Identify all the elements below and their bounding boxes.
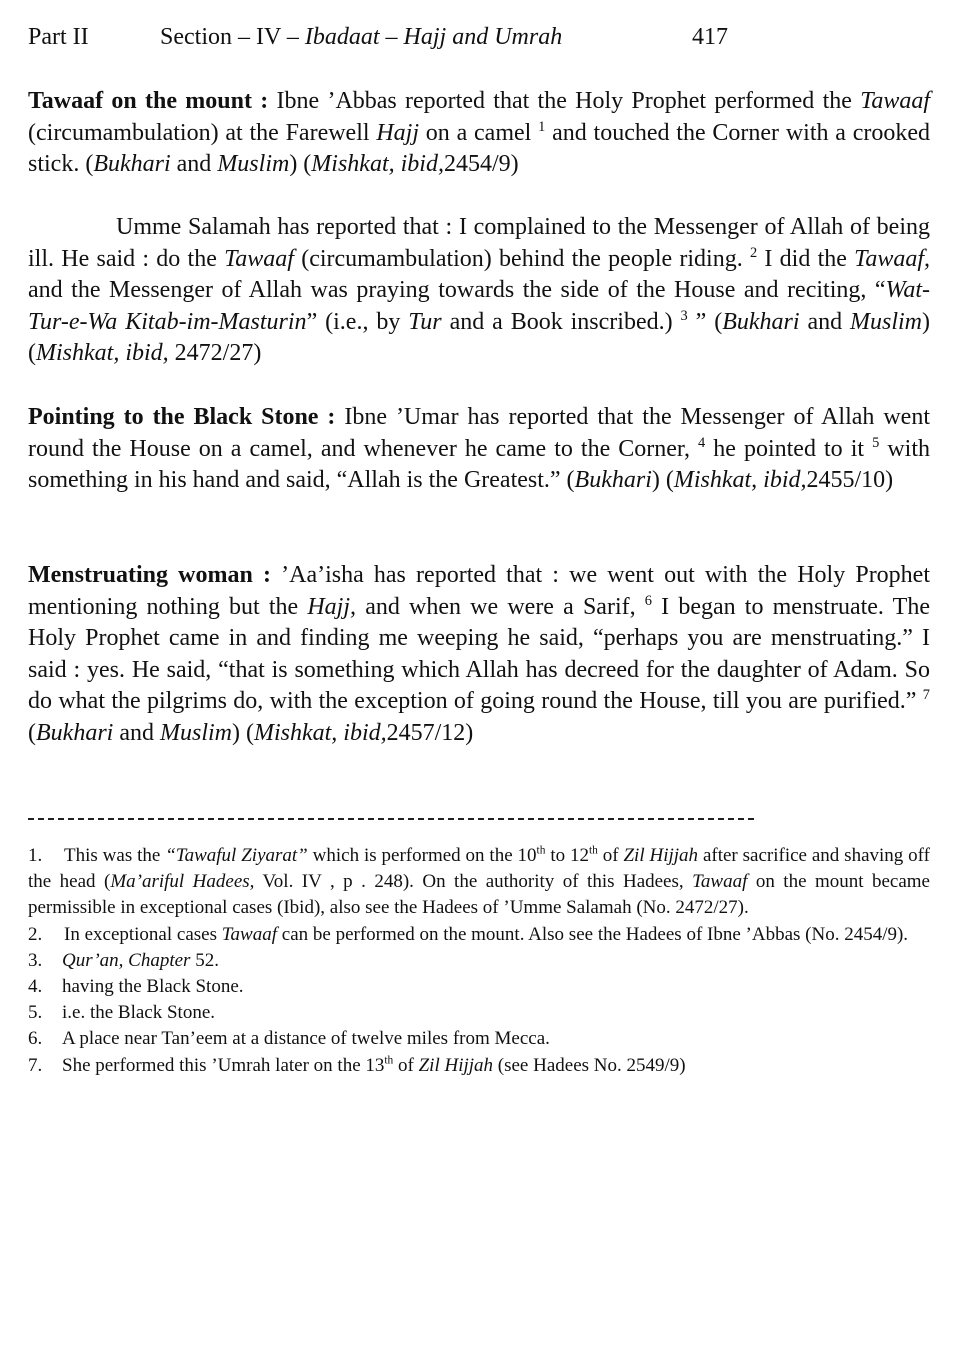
footnote-number: 3. [28,949,43,971]
footnote-number: 7. [28,1054,43,1076]
footnote-number: 4. [28,976,43,998]
italic-term: Mishkat, ibid, [36,340,169,366]
italic-term: Mishkat, ibid, [673,467,807,493]
text-run: (circumambulation) at the Farewell [28,119,377,146]
text-run: ) ( [28,308,931,366]
italic-term: Bukhari [722,308,800,335]
text-run: ) ( [651,467,674,493]
italic-term: Bukhari [574,467,652,493]
text-run: and when we were a Sarif, [356,593,645,620]
italic-term: Tawaaf [860,88,931,114]
footnote-ref[interactable]: 6 [644,592,652,609]
italic-term: Tawaaf [224,245,294,272]
text-run: ” ( [687,308,723,335]
footnote-ref[interactable]: 4 [698,434,706,451]
footnote-3 [28,948,930,974]
text-run: ” (i.e., by [306,308,409,335]
footnote-4 [28,974,930,1000]
ordinal-suffix: th [384,1054,394,1067]
italic-term: Muslim [217,151,290,177]
paragraph-pointing-to-black-stone [28,402,930,497]
text-run: of [393,1054,419,1076]
italic-term: Bukhari [93,151,171,177]
footnote-7 [28,1053,930,1079]
paragraph-heading: Menstruating woman : [28,562,271,588]
footnote-ref[interactable]: 2 [749,244,758,261]
italic-term: Zil Hijjah [418,1054,494,1076]
text-run: (circumambulation) behind the people riding. [293,245,750,272]
text-run: ’Aa’isha has reported that : we went out with the Holy Prophet mentioning nothing but the [28,562,931,620]
text-run: on a camel [419,119,539,146]
header-part: Part II [28,24,89,50]
text-run: having the Black Stone. [62,976,244,998]
italic-term: Bukhari [36,719,114,746]
text-run: of [597,845,624,866]
text-run: to 12 [545,845,589,866]
text-run: Umme Salamah has reported that : I complained to the Messenger of Allah of being ill. He said : do the [28,214,930,272]
paragraph-menstruating-woman [28,560,930,749]
italic-term: Muslim [159,719,232,746]
text-run: on the mount became permissible in exceptional cases (Ibid), also see the Hadees of ’Umme Salamah (No. 2472/27). [28,871,930,919]
italic-term: Wat-Tur-e-Wa Kitab-im-Masturin [28,277,930,335]
footnote-ref[interactable]: 7 [922,687,930,703]
text-run: Ibne ’Abbas reported that the Holy Prophet performed the [268,88,861,114]
text-run: and a Book inscribed.) [441,308,681,335]
italic-term: Tur [408,308,442,335]
footnote-ref[interactable]: 3 [680,307,688,324]
text-run: which is performed on the 10 [307,845,537,866]
text-run: In exceptional cases [64,923,222,945]
italic-term: Muslim [850,308,923,335]
text-run: 2457/12) [386,719,474,746]
footnote-6 [28,1026,930,1052]
italic-term: Mishkat, ibid, [253,719,387,746]
text-run: Vol. IV , p . 248). On the authority of this Hadees, [254,871,693,893]
footnote-ref[interactable]: 5 [872,434,880,451]
header-page-number: 417 [692,24,728,50]
italic-term: Tawaaf [692,871,748,893]
footnote-number: 5. [28,1002,43,1024]
text-run: ) ( [289,151,312,177]
italic-term: Ma’ariful Hadees, [110,871,255,893]
footnote-5 [28,1000,930,1026]
footnotes [28,843,930,1079]
text-run: 2455/10) [806,467,894,493]
italic-term: “Tawaful Ziyarat” [165,845,308,866]
text-run: after sacrifice and shaving off the head ( [28,845,930,893]
footnote-1 [28,843,930,922]
header-section-prefix: Section – IV – [160,24,305,50]
italic-term: Tawaaf, [854,245,930,272]
italic-term: Tawaaf [221,923,278,945]
text-run: and the Messenger of Allah was praying towards the side of the House and reciting, “ [28,277,886,303]
paragraph-tawaaf-on-the-mount [28,86,930,181]
text-run: 52. [190,949,219,971]
text-run: and [799,308,851,335]
text-run: can be performed on the mount. Also see the Hadees of Ibne ’Abbas (No. 2454/9). [277,923,909,945]
italic-term: Hajj [376,119,420,146]
text-run: I did the [757,245,855,272]
text-run: ) ( [231,719,254,746]
paragraph-heading: Pointing to the Black Stone : [28,404,336,430]
ordinal-suffix: th [588,844,598,857]
footnote-2 [28,922,930,948]
italic-term: Hajj, [307,593,357,620]
paragraph-umme-salamah [28,212,930,370]
text-run: with something in his hand and said, “Allah is the Greatest.” ( [28,435,930,493]
running-header [28,20,748,54]
text-run: 2454/9) [443,151,519,177]
header-section-topic: Ibadaat – Hajj and Umrah [304,24,563,50]
italic-term: Qur’an, Chapter [62,949,191,971]
footnote-ref[interactable]: 1 [538,118,546,135]
footnote-number: 1. [28,845,43,866]
text-run: Ibne ’Umar has reported that the Messenger of Allah went round the House on a camel, and whenever he came to the Corner, [28,404,930,462]
text-run: 2472/27) [168,340,262,366]
italic-term: Mishkat, ibid, [311,151,444,177]
footnote-number: 6. [28,1028,43,1050]
text-run: I began to menstruate. The Holy Prophet came in and finding me weeping he said, “perhaps you are menstruating.” I said : yes. He said, “that is something which Allah has decreed for the daughter of Adam. So do what the pilgrims do, with the exception of going round the House, till you are purified.” [28,593,930,714]
text-run: and [170,151,218,177]
header-section [160,20,562,54]
text-run: and touched the Corner with a crooked stick. ( [28,119,931,177]
text-run: She performed this ’Umrah later on the 13 [62,1054,385,1076]
text-run: he pointed to it [705,435,873,462]
paragraph-heading: Tawaaf on the mount : [28,88,269,114]
text-run: This was the [64,845,166,866]
footnote-separator [28,818,754,820]
footnote-number: 2. [28,923,43,945]
text-run: ( [28,719,36,746]
text-run: and [113,719,160,746]
text-run: A place near Tan’eem at a distance of twelve miles from Mecca. [62,1028,550,1050]
text-run: i.e. the Black Stone. [62,1002,216,1024]
ordinal-suffix: th [536,844,546,857]
text-run: (see Hadees No. 2549/9) [493,1054,686,1076]
italic-term: Zil Hijjah [623,845,699,866]
